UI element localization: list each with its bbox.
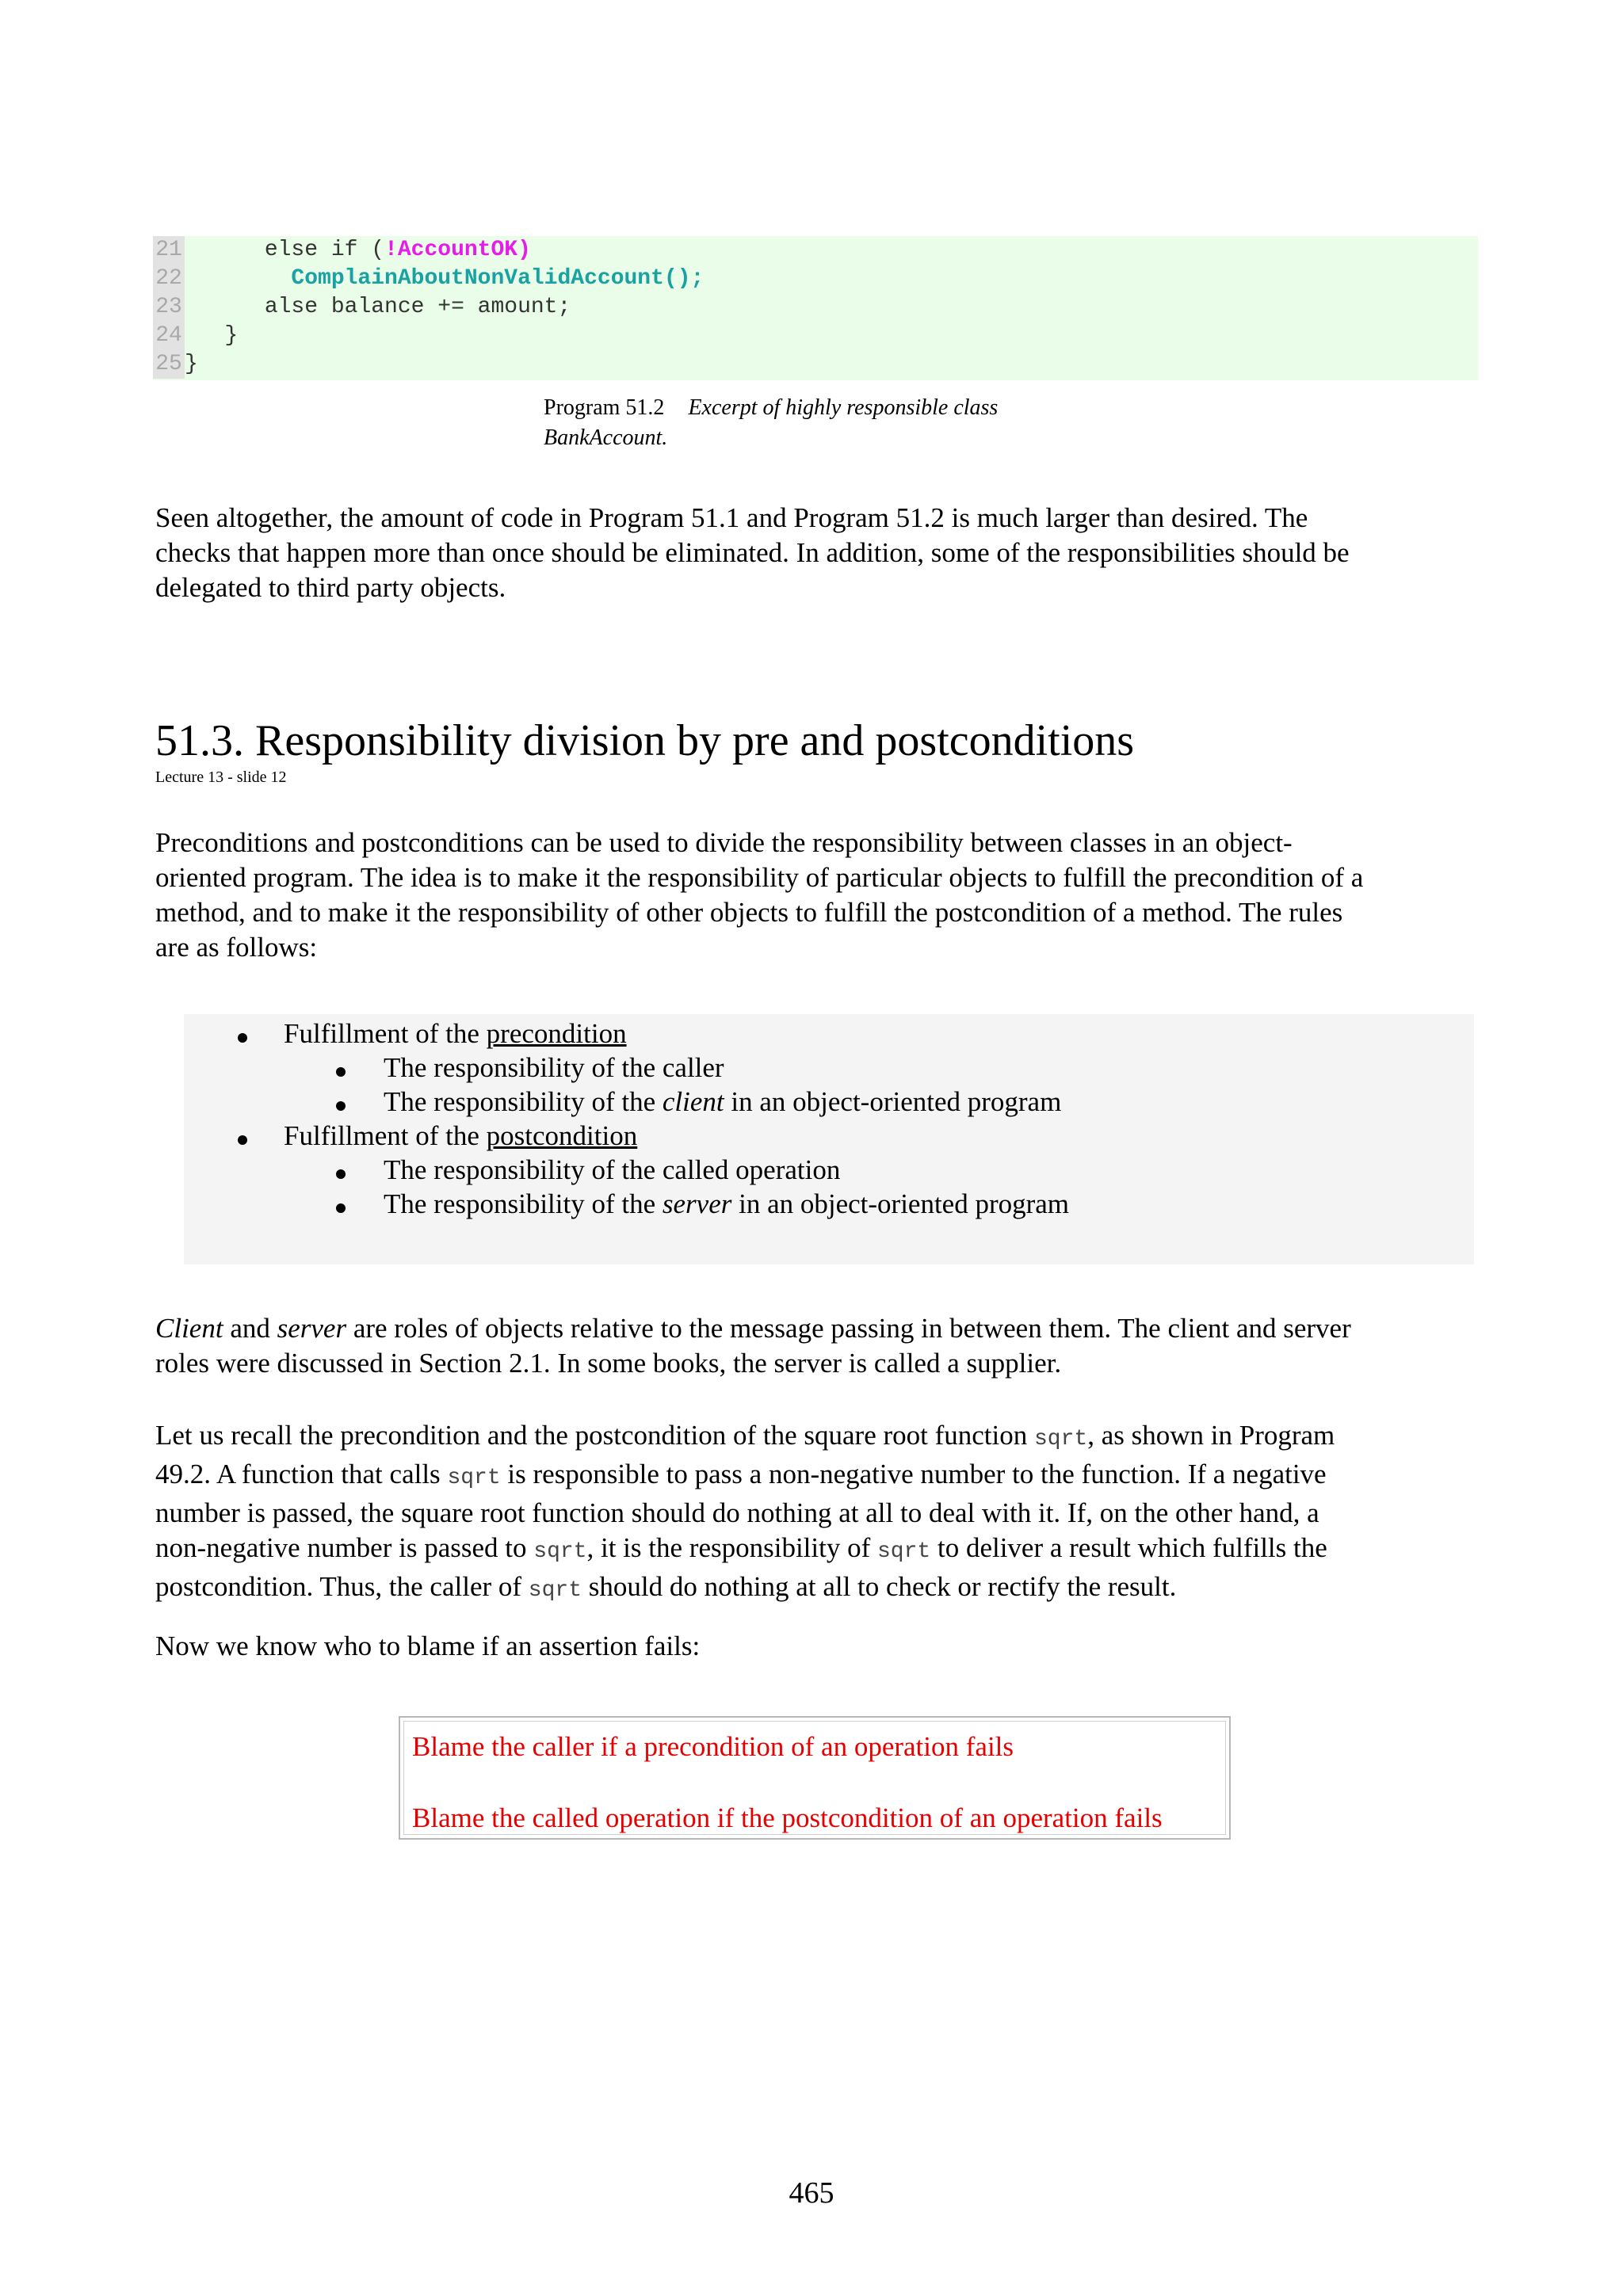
text: should do nothing at all to check or rectify the result.: [582, 1571, 1177, 1602]
caption-text-continued: BankAccount.: [544, 425, 668, 450]
text: and: [223, 1313, 277, 1344]
bullet-icon: [336, 1169, 346, 1179]
item-text: Fulfillment of the: [284, 1120, 487, 1151]
code-line: [153, 265, 1478, 293]
page-number: 465: [789, 2176, 834, 2210]
line-number: 24: [153, 322, 185, 350]
paragraph: [155, 1418, 1487, 1608]
code-line: [153, 350, 1478, 379]
code-token: }: [185, 352, 198, 376]
emphasis: Client: [155, 1313, 223, 1344]
item-text: in an object-oriented program: [724, 1086, 1062, 1117]
text: postcondition. Thus, the caller of: [155, 1571, 529, 1602]
paragraph: [155, 1311, 1487, 1381]
line-number: 23: [153, 293, 185, 322]
list-subitem: The responsibility of the caller: [384, 1052, 724, 1083]
text-line: [155, 1531, 1487, 1569]
emphasis: server: [277, 1313, 347, 1344]
code-token: ComplainAboutNonValidAccount();: [291, 266, 705, 291]
code-indent: [185, 323, 224, 348]
paragraph: [155, 501, 1487, 605]
inline-code: sqrt: [877, 1539, 931, 1564]
item-emphasis: client: [662, 1086, 724, 1117]
code-indent: [185, 238, 265, 262]
list-subitem: [384, 1187, 1069, 1222]
text-line: roles were discussed in Section 2.1. In some books, the server is called a supplier.: [155, 1348, 1062, 1379]
code-line: [153, 236, 1478, 265]
text: are roles of objects relative to the message passing in between them. The client and server: [346, 1313, 1351, 1344]
inline-code: sqrt: [528, 1578, 582, 1603]
text-line: oriented program. The idea is to make it the responsibility of particular objects to fulfill the precondition of a: [155, 862, 1364, 893]
text: to deliver a result which fulfills the: [930, 1532, 1327, 1563]
item-text: The responsibility of the: [384, 1188, 663, 1219]
text-line: delegated to third party objects.: [155, 572, 506, 603]
line-number: 21: [153, 236, 185, 265]
text-line: [155, 1457, 1487, 1496]
code-token: else if (: [264, 238, 385, 262]
slide-reference: Lecture 13 - slide 12: [155, 769, 287, 786]
text-line: [155, 1418, 1487, 1457]
bullet-icon: [238, 1135, 247, 1145]
text-line: Seen altogether, the amount of code in Program 51.1 and Program 51.2 is much larger than desired. The: [155, 502, 1308, 533]
text-line: Now we know who to blame if an assertion fails:: [155, 1630, 701, 1661]
paragraph: [155, 1629, 1487, 1664]
text-line: number is passed, the square root function should do nothing at all to deal with it. If, on the other hand, a: [155, 1497, 1319, 1528]
line-number: 22: [153, 265, 185, 293]
list-item: [284, 1016, 627, 1051]
inline-code: sqrt: [533, 1539, 587, 1564]
caption-text: Excerpt of highly responsible class: [688, 395, 999, 420]
blame-operation-text: Blame the called operation if the postcondition of an operation fails: [412, 1802, 1163, 1833]
list-item: [284, 1119, 637, 1154]
text: non-negative number is passed to: [155, 1532, 534, 1563]
blame-box-inner: [403, 1721, 1226, 1835]
text: Let us recall the precondition and the postcondition of the square root function: [155, 1420, 1034, 1451]
postcondition-link[interactable]: postcondition: [486, 1120, 638, 1151]
bullet-icon: [336, 1067, 346, 1077]
blame-caller-text: Blame the caller if a precondition of an operation fails: [412, 1731, 1014, 1762]
program-caption: [544, 393, 1098, 453]
bullet-icon: [238, 1033, 247, 1043]
caption-label: Program 51.2: [544, 395, 665, 420]
text: , it is the responsibility of: [586, 1532, 877, 1563]
code-token: alse balance += amount;: [264, 295, 571, 319]
precondition-link[interactable]: precondition: [486, 1018, 627, 1049]
code-listing: [153, 236, 1478, 380]
bullet-icon: [336, 1203, 346, 1213]
text: is responsible to pass a non-negative number to the function. If a negative: [500, 1459, 1327, 1489]
bullet-icon: [336, 1101, 346, 1111]
code-indent: [185, 266, 291, 291]
code-token: }: [224, 323, 239, 348]
code-line: [153, 293, 1478, 322]
list-subitem: [384, 1085, 1061, 1119]
item-text: in an object-oriented program: [731, 1188, 1070, 1219]
text-line: [155, 1569, 1487, 1608]
text-line: are as follows:: [155, 932, 318, 963]
text: 49.2. A function that calls: [155, 1459, 448, 1489]
item-text: Fulfillment of the: [284, 1018, 487, 1049]
text-line: checks that happen more than once should be eliminated. In addition, some of the responsibilities should be: [155, 537, 1350, 568]
text-line: [155, 1311, 1487, 1346]
blame-box: [399, 1716, 1231, 1840]
code-token: !AccountOK): [384, 238, 531, 262]
item-text: The responsibility of the: [384, 1086, 663, 1117]
inline-code: sqrt: [447, 1466, 501, 1490]
text: , as shown in Program: [1087, 1420, 1335, 1451]
list-subitem: The responsibility of the called operation: [384, 1154, 841, 1185]
inline-code: sqrt: [1034, 1427, 1088, 1451]
text-line: Preconditions and postconditions can be used to divide the responsibility between classes in an object-: [155, 827, 1293, 858]
item-emphasis: server: [662, 1188, 732, 1219]
text-line: method, and to make it the responsibility of other objects to fulfill the postcondition of a method. The rules: [155, 897, 1343, 928]
code-indent: [185, 295, 265, 319]
line-number: 25: [153, 350, 185, 379]
section-title: 51.3. Responsibility division by pre and postconditions: [155, 716, 1135, 765]
code-line: [153, 322, 1478, 350]
paragraph: [155, 826, 1487, 965]
